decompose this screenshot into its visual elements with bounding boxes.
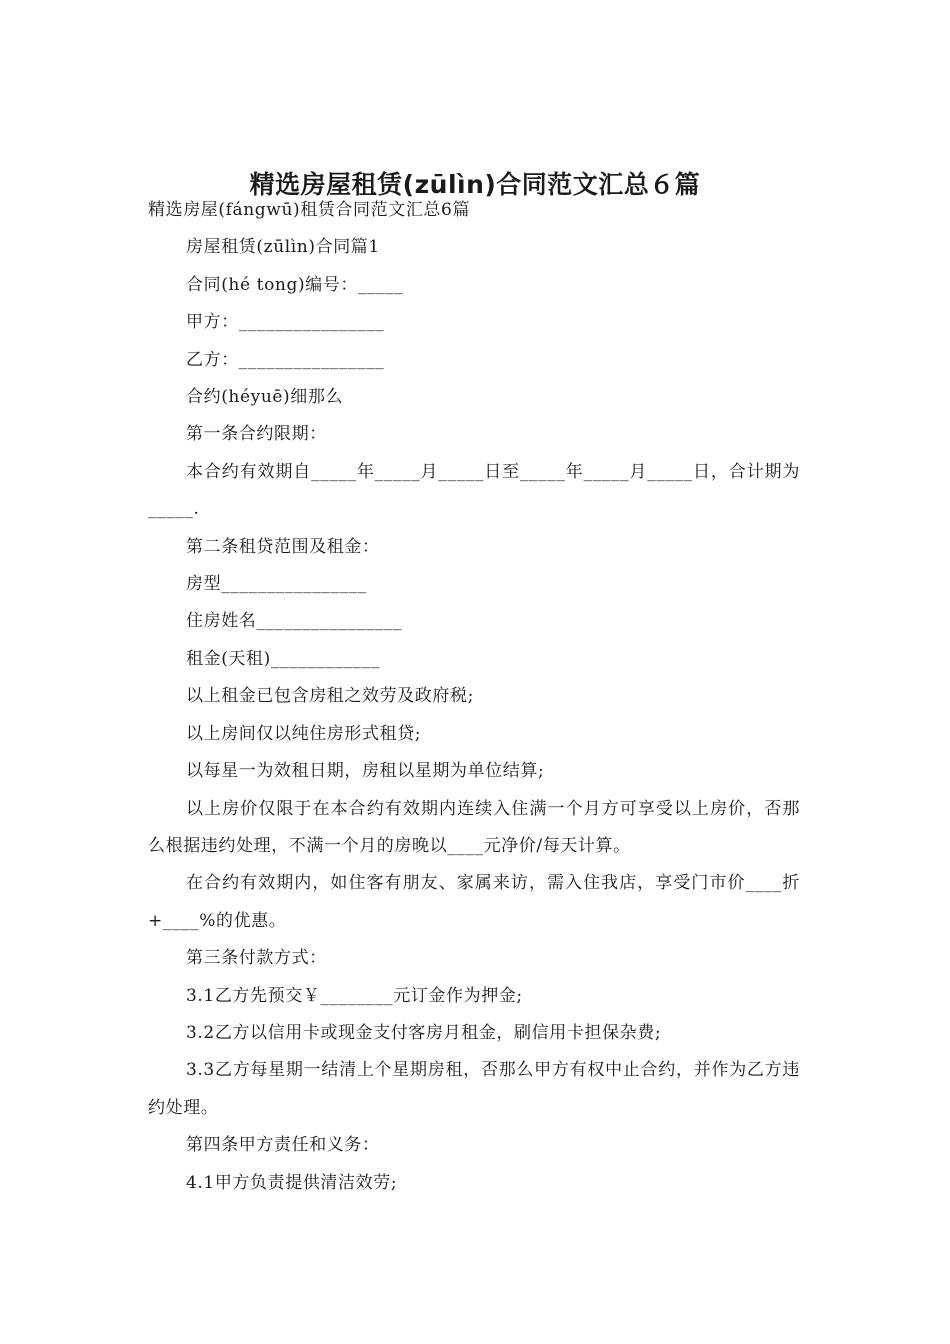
paragraph: 以上租金已包含房租之效劳及政府税;: [186, 686, 474, 707]
paragraph: 在合约有效期内，如住客有朋友、家属来访，需入住我店，享受门市价____折+____%的优惠。: [148, 873, 800, 931]
document-body: [148, 192, 800, 1202]
paragraph: 住房姓名________________: [186, 611, 402, 632]
paragraph: 房型________________: [186, 574, 367, 595]
paragraph: 乙方：________________: [186, 349, 385, 370]
paragraph: 以每星一为效租日期，房租以星期为单位结算;: [186, 761, 545, 782]
paragraph: 3.2乙方以信用卡或现金支付客房月租金，刷信用卡担保杂费;: [186, 1022, 662, 1043]
paragraph: 4.1甲方负责提供清洁效劳;: [186, 1172, 398, 1193]
paragraph: 第三条付款方式：: [186, 948, 327, 969]
paragraph: 3.3乙方每星期一结清上个星期房租，否那么甲方有权中止合约，并作为乙方违约处理。: [148, 1060, 800, 1118]
paragraph: 房屋租赁(zūlìn)合同篇1: [186, 237, 380, 258]
paragraph: 以上房间仅以纯住房形式租贷;: [186, 723, 422, 744]
paragraph: 甲方：________________: [186, 312, 385, 333]
paragraph: 精选房屋(fángwū)租赁合同范文汇总6篇: [148, 200, 471, 220]
paragraph: 第四条甲方责任和义务：: [186, 1135, 380, 1156]
paragraph: 第一条合约限期：: [186, 424, 327, 445]
paragraph: 本合约有效期自_____年_____月_____日至_____年_____月_____日，合计期为_____.: [148, 461, 800, 520]
document-title: 精选房屋租赁(zūlìn)合同范文汇总６篇: [249, 169, 701, 199]
paragraph: 以上房价仅限于在本合约有效期内连续入住满一个月方可享受以上房价，否那么根据违约处理，不满一个月的房晚以____元净价/每天计算。: [148, 798, 800, 856]
paragraph: 第二条租贷范围及租金：: [186, 536, 380, 557]
paragraph: 租金(天租)____________: [186, 648, 381, 669]
paragraph: 合约(héyuē)细那么: [186, 387, 344, 408]
paragraph: 3.1乙方先预交￥________元订金作为押金;: [186, 985, 523, 1006]
paragraph: 合同(hé tong)编号：_____: [186, 274, 404, 295]
